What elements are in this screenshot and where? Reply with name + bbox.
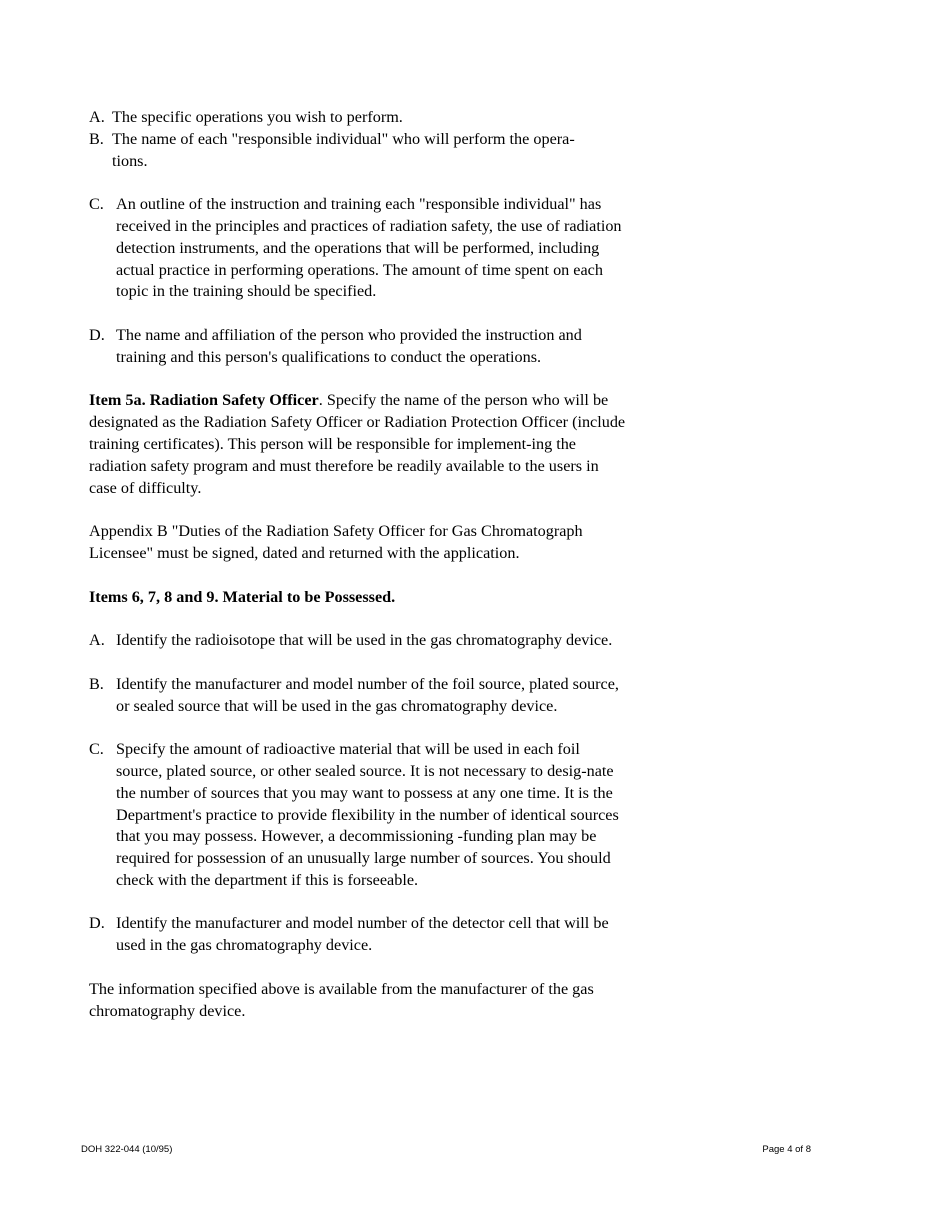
list-item [89,674,629,718]
page-content [89,107,629,1022]
list-text: Identify the manufacturer and model number of the detector cell that will be used in the gas chromatography device. [116,914,609,955]
list-item [89,194,629,303]
item-5a-heading: Item 5a. Radiation Safety Officer [89,391,319,410]
list-text: Identify the radioisotope that will be used in the gas chromatography device. [116,631,613,650]
list-item [89,739,629,892]
appendix-paragraph: Appendix B "Duties of the Radiation Safety Officer for Gas Chromatograph Licensee" must be signed, dated and returned with the application. [89,522,583,562]
list-item [89,913,629,957]
operations-list-ab [89,107,629,172]
list-letter: D. [89,325,105,344]
list-text: Specify the amount of radioactive material that will be used in each foil source, plated source, or other sealed source. It is not necessary to desig-nate the number of sources that you may want to possess at any one time. It is the Department's practice to provide flexibility in the number of identical sources that you may possess. However, a decommissioning -funding plan may be required for possession of an unusually large number of sources. You should check with the department if this is forseeable. [116,740,619,889]
list-item [89,630,629,652]
list-item [89,325,629,369]
list-letter: C. [89,195,104,214]
list-letter: B. [89,129,104,148]
item-5a-paragraph [89,390,629,499]
list-letter: D. [89,914,105,933]
form-number: DOH 322-044 (10/95) [81,1144,173,1155]
list-letter: A. [89,631,105,650]
list-item [89,129,629,173]
page-number: Page 4 of 8 [762,1144,811,1155]
list-text-continued: tions. [112,151,148,170]
items-6-9-heading: Items 6, 7, 8 and 9. Material to be Possessed. [89,587,396,606]
list-text: Identify the manufacturer and model number of the foil source, plated source, or sealed source that will be used in the gas chromatography device. [116,674,619,715]
closing-paragraph: The information specified above is available from the manufacturer of the gas chromatography device. [89,979,594,1020]
list-text: The name of each "responsible individual" who will perform the opera- [112,129,575,148]
list-text: The name and affiliation of the person who provided the instruction and training and this person's qualifications to conduct the operations. [116,325,582,366]
list-text: The specific operations you wish to perform. [112,108,403,126]
list-letter: A. [89,108,105,126]
list-text: An outline of the instruction and training each "responsible individual" has received in the principles and practices of radiation safety, the use of radiation detection instruments, and the operations that will be performed, including actual practice in performing operations. The amount of time spent on each topic in the training should be specified. [116,195,622,301]
list-letter: C. [89,740,104,759]
list-letter: B. [89,674,104,693]
list-item [89,107,629,129]
item-5a-text: . Specify the name of the person who will be designated as the Radiation Safety Officer or Radiation Protection Officer (include training certificates). This person will be responsible for implement-ing the radiation safety program and must therefore be readily available to the users in case of difficulty. [89,391,626,497]
